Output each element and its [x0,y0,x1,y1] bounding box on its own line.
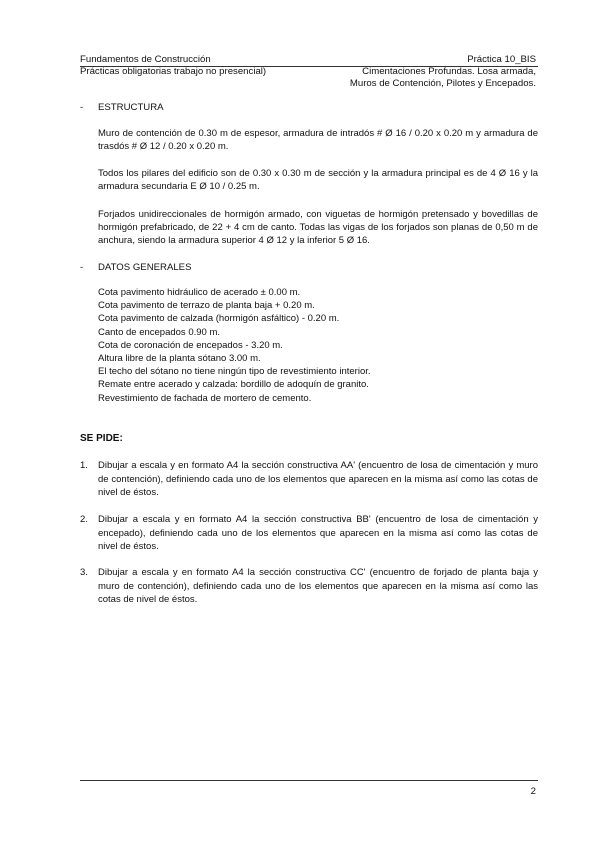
estructura-heading [80,102,164,113]
practice-topic-line2: Muros de Contención, Pilotes y Encepados. [349,78,536,89]
practice-topic-line1: Cimentaciones Profundas. Losa armada, [362,66,536,77]
list-item: Cota pavimento de calzada (hormigón asfáltico) - 0.20 m. [98,313,340,325]
practice-number: Práctica 10_BIS [467,54,536,65]
list-item: Cota pavimento hidráulico de acerado ± 0.00 m. [98,287,301,298]
course-title: Fundamentos de Construcción [80,54,211,65]
task-item-3 [80,566,538,607]
datos-list [98,286,371,405]
estructura-paragraph-muro: Muro de contención de 0.30 m de espesor, armadura de intradós # Ø 16 / 0.20 x 0.20 m y armadura de trasdós # Ø 12 / 0.20 x 0.20 m. [98,128,538,153]
footer-divider [80,780,538,781]
task-number: 1. [80,460,88,471]
task-text: Dibujar a escala y en formato A4 la sección constructiva CC' (encuentro de forjado de planta baja y muro de contención), definiendo cada uno de los elementos que aparecen en la misma así como las cotas de nivel de éstos. [98,567,538,606]
task-number: 3. [80,567,88,578]
estructura-bullet: - [80,102,84,113]
task-text: Dibujar a escala y en formato A4 la sección constructiva AA' (encuentro de losa de cimentación y muro de contención), definiendo cada uno de los elementos que aparecen en la misma así como las cotas de nivel de éstos. [98,460,538,499]
list-item: El techo del sótano no tiene ningún tipo de revestimiento interior. [98,366,371,378]
task-text: Dibujar a escala y en formato A4 la sección constructiva BB' (encuentro de losa de cimentación y encepado), definiendo cada uno de los elementos que aparecen en la misma así como las cotas de nivel de éstos. [98,514,538,553]
estructura-paragraph-forjados: Forjados unidireccionales de hormigón armado, con viguetas de hormigón pretensado y bovedillas de hormigón prefabricado, de 22 + 4 cm de canto. Todas las vigas de los forjados son planas de 0,50 m de anchura, siendo la armadura superior 4 Ø 12 y la inferior 5 Ø 16. [98,209,538,247]
header-right [350,54,536,90]
list-item: Revestimiento de fachada de mortero de cemento. [98,392,312,404]
datos-bullet: - [80,262,84,273]
header-divider [80,66,538,67]
se-pide-heading: SE PIDE: [80,433,123,444]
task-number: 2. [80,514,88,525]
list-item: Canto de encepados 0.90 m. [98,326,221,338]
datos-title: DATOS GENERALES [98,262,192,273]
estructura-title: ESTRUCTURA [98,102,164,113]
task-item-1 [80,459,538,500]
estructura-paragraph-pilares: Todos los pilares del edificio son de 0.30 x 0.30 m de sección y la armadura principal es de 4 Ø 16 y la armadura secundaria E Ø 10 / 0.25 m. [98,168,538,193]
list-item: Cota pavimento de terrazo de planta baja + 0.20 m. [98,300,315,312]
datos-heading [80,262,191,273]
task-item-2 [80,513,538,554]
list-item: Remate entre acerado y calzada: bordillo de adoquín de granito. [98,379,369,391]
list-item: Altura libre de la planta sótano 3.00 m. [98,353,261,365]
list-item: Cota de coronación de encepados - 3.20 m. [98,339,283,351]
page-number: 2 [530,786,536,797]
course-subtitle: Prácticas obligatorias trabajo no presencial) [80,66,267,77]
